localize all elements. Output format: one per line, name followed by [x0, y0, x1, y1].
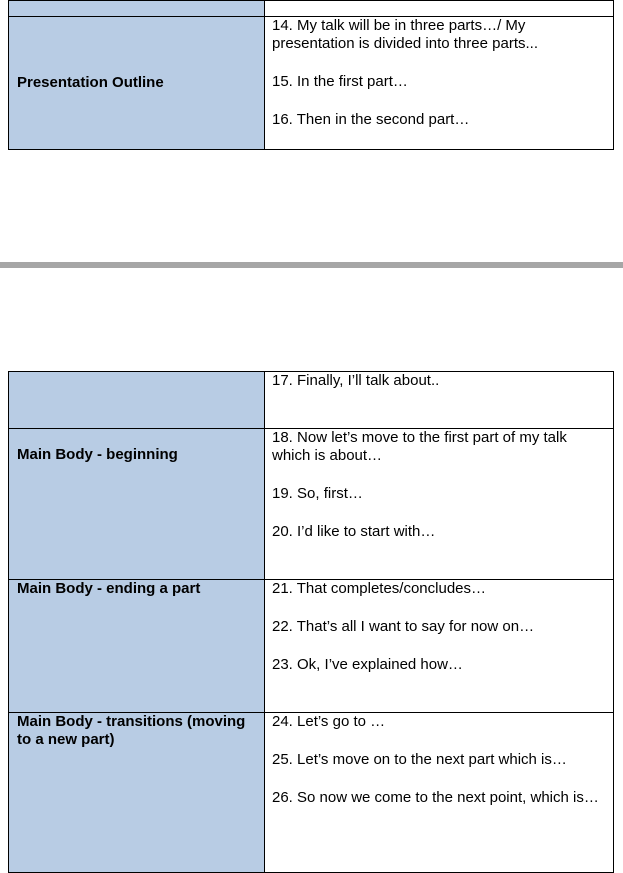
row-label: Presentation Outline	[17, 74, 164, 91]
phrase-table-top	[8, 0, 614, 150]
row-label-cell	[9, 713, 265, 873]
phrase-cell	[265, 580, 614, 713]
row-label-cell	[9, 580, 265, 713]
row-label: Main Body - ending a part	[17, 580, 201, 597]
row-label: Main Body - beginning	[17, 446, 178, 463]
phrase-text: 26. So now we come to the next point, which is…	[272, 789, 599, 806]
phrase-text: 23. Ok, I’ve explained how…	[272, 656, 463, 673]
phrase-text: 22. That’s all I want to say for now on…	[272, 618, 535, 635]
phrase-cell	[265, 17, 614, 150]
table-row	[9, 429, 614, 580]
phrase-text: 25. Let’s move on to the next part which is…	[272, 751, 567, 768]
row-label-cell	[9, 1, 265, 17]
row-label-cell	[9, 429, 265, 580]
row-label: Main Body - transitions (moving to a new part)	[17, 713, 246, 748]
row-label-cell	[9, 17, 265, 150]
table-row	[9, 713, 614, 873]
table-row	[9, 17, 614, 150]
table-row	[9, 1, 614, 17]
phrase-cell	[265, 713, 614, 873]
table-row	[9, 580, 614, 713]
phrase-text: 15. In the first part…	[272, 73, 408, 90]
phrase-text: 24. Let’s go to …	[272, 713, 386, 730]
phrase-cell	[265, 372, 614, 429]
phrase-text: 17. Finally, I’ll talk about..	[272, 372, 440, 389]
phrase-table-bottom	[8, 371, 614, 873]
phrase-cell	[265, 1, 614, 17]
row-label-cell	[9, 372, 265, 429]
phrase-text: 21. That completes/concludes…	[272, 580, 487, 597]
phrase-text: 20. I’d like to start with…	[272, 523, 436, 540]
phrase-text: 14. My talk will be in three parts…/ My presentation is divided into three parts...	[272, 17, 538, 52]
phrase-text: 16. Then in the second part…	[272, 111, 470, 128]
table-row	[9, 372, 614, 429]
phrase-text: 18. Now let’s move to the first part of my talk which is about…	[272, 429, 567, 464]
page-divider	[0, 262, 623, 268]
phrase-cell	[265, 429, 614, 580]
phrase-text: 19. So, first…	[272, 485, 363, 502]
